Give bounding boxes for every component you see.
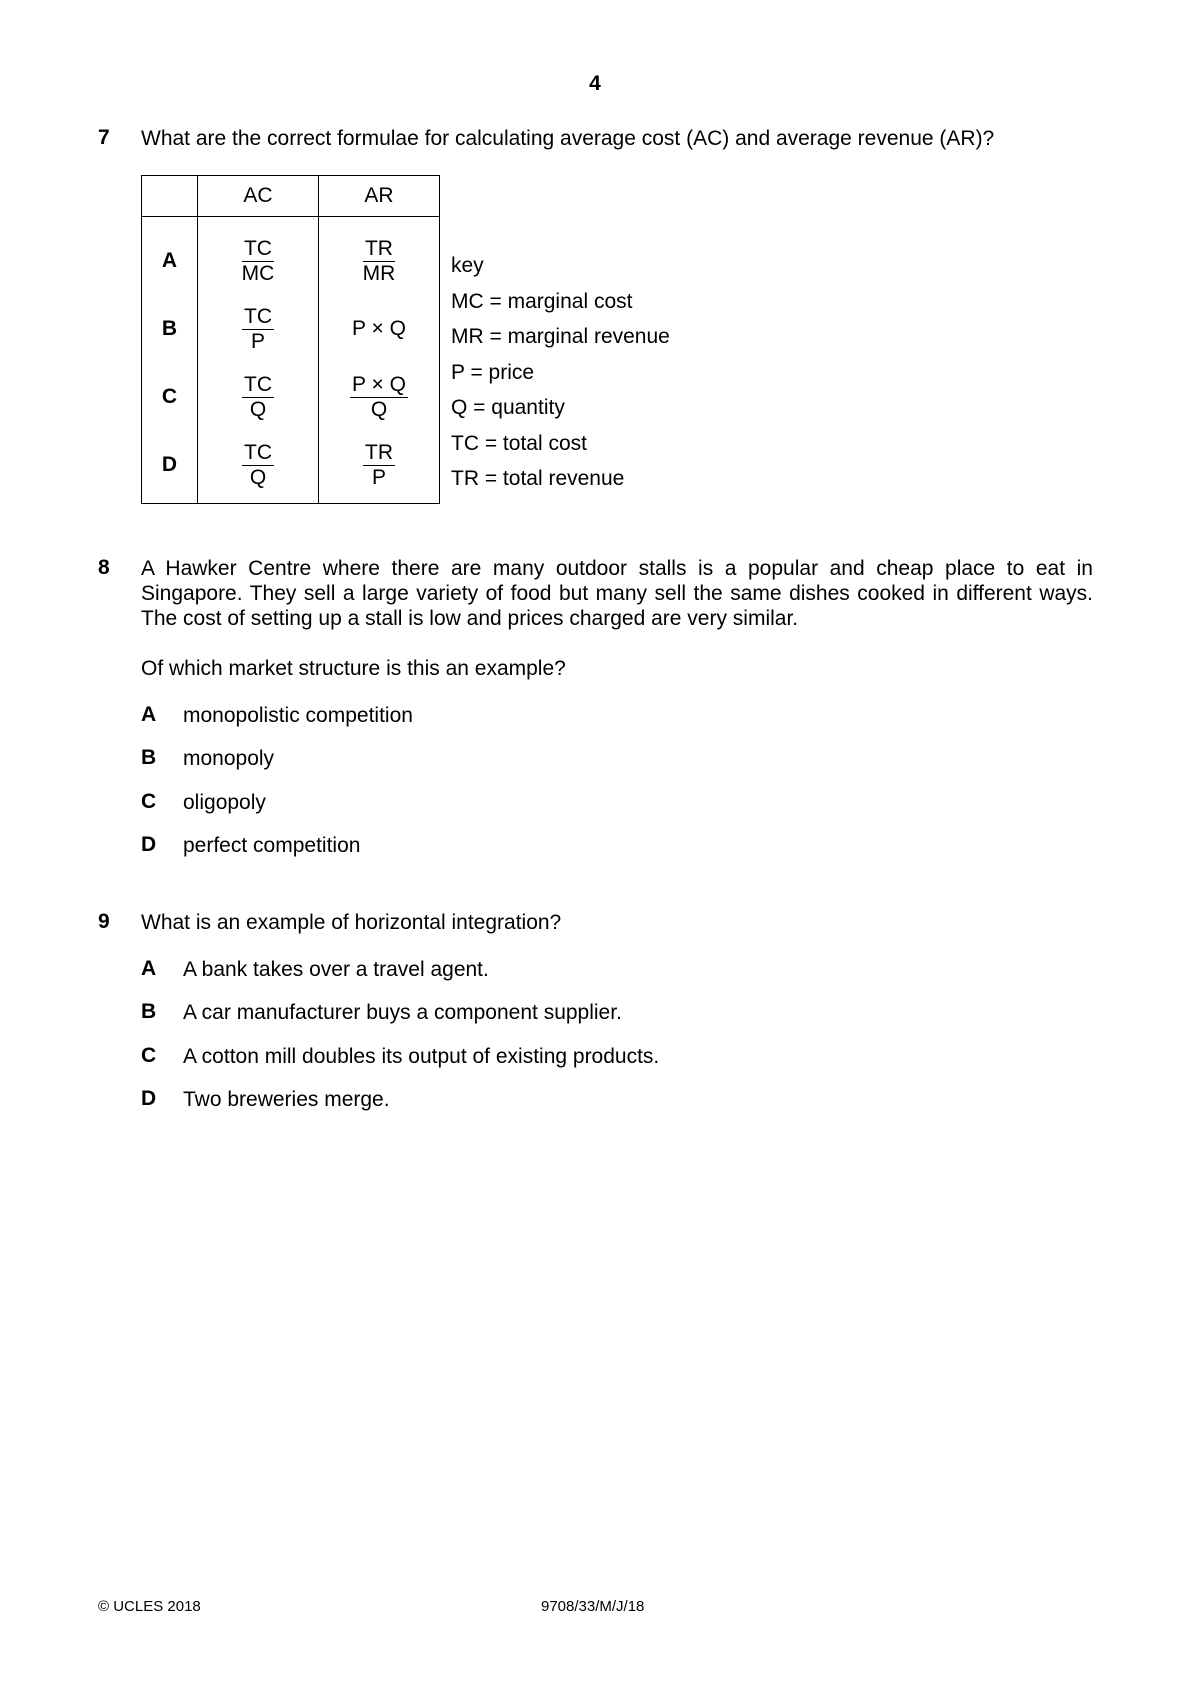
question-8-text: Of which market structure is this an example? [141, 657, 566, 680]
table-header-ac: AC [198, 176, 319, 217]
ar-formula-b [319, 295, 439, 363]
q9-option-a-text: A bank takes over a travel agent. [183, 958, 489, 981]
fraction-numerator: TC [244, 440, 272, 464]
fraction-denominator: P [250, 329, 265, 353]
q8-option-d-text: perfect competition [183, 834, 361, 857]
footer-copyright: © UCLES 2018 [98, 1598, 201, 1615]
question-9-number: 9 [98, 910, 110, 933]
q8-option-a-text: monopolistic competition [183, 704, 413, 727]
fraction-denominator: Q [370, 397, 388, 421]
q8-option-b-letter: B [141, 746, 157, 769]
table-header-ar: AR [319, 176, 440, 217]
ac-formula-d [198, 431, 318, 499]
fraction-denominator: P [371, 465, 386, 489]
fraction-denominator: MR [362, 261, 396, 285]
question-9-text: What is an example of horizontal integration? [141, 911, 562, 934]
fraction-denominator: Q [249, 465, 267, 489]
key-heading: key [451, 254, 484, 277]
footer-paper-code: 9708/33/M/J/18 [541, 1598, 645, 1615]
key-item: MR = marginal revenue [451, 325, 670, 348]
q9-option-c-letter: C [141, 1044, 157, 1067]
q9-option-d-letter: D [141, 1087, 157, 1110]
formula-table [141, 175, 440, 504]
fraction-numerator: TR [365, 440, 393, 464]
q8-option-a-letter: A [141, 703, 157, 726]
q8-option-b-text: monopoly [183, 747, 275, 770]
fraction-numerator: TC [243, 236, 272, 260]
ac-formula-b [198, 295, 318, 363]
row-letter-a: A [161, 249, 178, 272]
table-letter-column [142, 217, 198, 504]
fraction-denominator: Q [249, 397, 267, 421]
fraction-numerator: TR [364, 236, 393, 260]
ac-formula-c [198, 363, 318, 431]
table-ac-column [198, 217, 319, 504]
fraction-numerator: TC [244, 304, 272, 328]
q8-option-d-letter: D [141, 833, 157, 856]
row-letter-c: C [161, 385, 178, 408]
key-item: Q = quantity [451, 396, 565, 419]
ar-formula-c [319, 363, 439, 431]
row-letter-d: D [161, 453, 178, 476]
ar-formula-a [319, 227, 439, 295]
question-7-text: What are the correct formulae for calculating average cost (AC) and average revenue (AR)? [141, 127, 995, 150]
table-header-empty [142, 176, 198, 217]
fraction-numerator: P × Q [352, 372, 406, 396]
table-ar-column [319, 217, 440, 504]
question-7-number: 7 [98, 126, 110, 149]
key-item: TR = total revenue [451, 467, 625, 490]
q9-option-a-letter: A [141, 957, 157, 980]
q9-option-b-letter: B [141, 1000, 157, 1023]
question-8-number: 8 [98, 556, 110, 579]
plain-formula: P × Q [352, 317, 406, 340]
question-8-paragraph: A Hawker Centre where there are many outdoor stalls is a popular and cheap place to eat in Singapore. They sell a large variety of food but many sell the same dishes cooked in different ways. The cost of setting up a stall is low and prices charged are very similar. [141, 557, 1093, 630]
q9-option-c-text: A cotton mill doubles its output of existing products. [183, 1045, 660, 1068]
ac-formula-a [198, 227, 318, 295]
q8-option-c-text: oligopoly [183, 791, 266, 814]
key-item: P = price [451, 360, 535, 384]
page-number: 4 [589, 72, 601, 95]
row-letter-b: B [161, 317, 178, 340]
ar-formula-d [319, 431, 439, 499]
q9-option-d-text: Two breweries merge. [183, 1088, 390, 1111]
fraction-denominator: MC [241, 261, 275, 285]
key-item: TC = total cost [451, 431, 587, 455]
q9-option-b-text: A car manufacturer buys a component supplier. [183, 1001, 622, 1024]
key-item: MC = marginal cost [451, 289, 633, 313]
q8-option-c-letter: C [141, 790, 157, 813]
formula-key [451, 248, 670, 497]
fraction-numerator: TC [244, 372, 272, 396]
